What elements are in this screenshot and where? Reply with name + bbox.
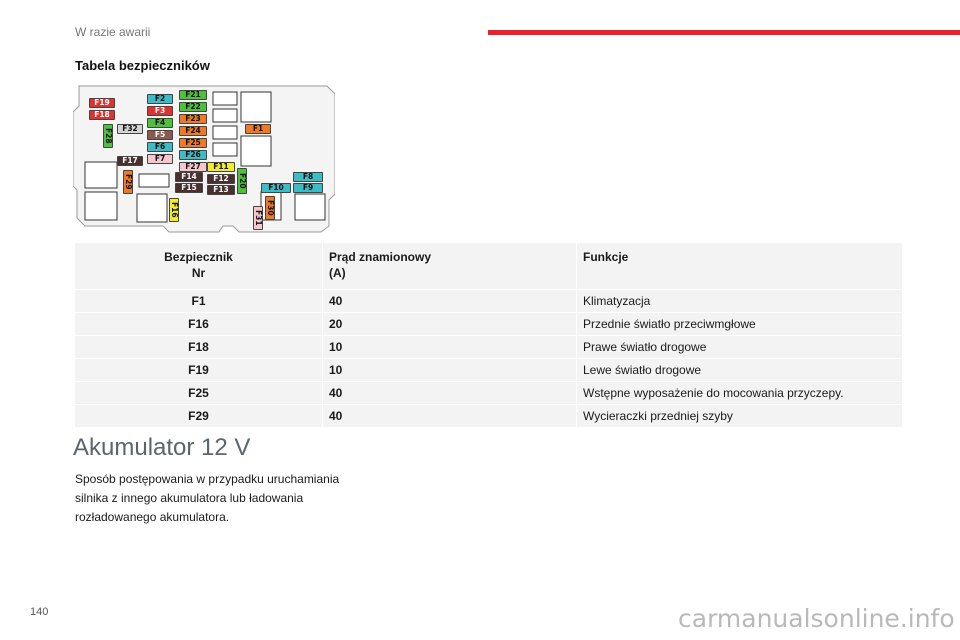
fuse-f22: F22 — [179, 102, 207, 112]
fuse-f25: F25 — [179, 138, 207, 148]
fuse-f11: F11 — [207, 162, 235, 172]
fuse-f21: F21 — [179, 90, 207, 100]
header-fuse — [75, 243, 323, 290]
fuse-f3: F3 — [147, 106, 173, 116]
cell-function: Lewe światło drogowe — [577, 359, 903, 382]
cell-fuse: F1 — [75, 290, 323, 313]
fuse-box-diagram — [73, 82, 335, 234]
fuse-f27: F27 — [179, 162, 207, 172]
cell-current: 10 — [323, 359, 577, 382]
running-header: W razie awarii — [75, 25, 151, 39]
table-header-row — [75, 243, 903, 290]
fuse-f9: F9 — [293, 183, 323, 193]
fuse-f14: F14 — [175, 172, 203, 182]
fuse-f2: F2 — [147, 94, 173, 104]
header-accent-bar — [488, 30, 960, 35]
cell-current: 40 — [323, 405, 577, 428]
cell-function: Wstępne wyposażenie do mocowania przyczepy. — [577, 382, 903, 405]
fuse-f6: F6 — [147, 142, 173, 152]
fuse-f5: F5 — [147, 130, 173, 140]
header-current — [323, 243, 577, 290]
watermark: carmanualsonline.info — [678, 604, 955, 633]
fuse-f32: F32 — [117, 124, 143, 134]
fuse-f7: F7 — [147, 154, 173, 164]
fuse-f16: F16 — [169, 198, 179, 222]
fuse-table — [74, 242, 903, 428]
table-row — [75, 359, 903, 382]
fuse-f15: F15 — [175, 183, 203, 193]
fuse-f31: F31 — [253, 206, 263, 230]
cell-fuse: F19 — [75, 359, 323, 382]
fuse-f29: F29 — [123, 170, 133, 194]
fuse-f13: F13 — [207, 185, 235, 195]
cell-function: Wycieraczki przedniej szyby — [577, 405, 903, 428]
cell-fuse: F29 — [75, 405, 323, 428]
cell-function: Klimatyzacja — [577, 290, 903, 313]
table-row — [75, 382, 903, 405]
fuse-f26: F26 — [179, 150, 207, 160]
page-number: 140 — [30, 606, 49, 618]
battery-section-text: Sposób postępowania w przypadku uruchamiania silnika z innego akumulatora lub ładowania rozładowanego akumulatora. — [75, 472, 340, 524]
table-row — [75, 290, 903, 313]
cell-fuse: F16 — [75, 313, 323, 336]
fuse-f18: F18 — [89, 110, 115, 120]
section-title: Tabela bezpieczników — [75, 58, 210, 73]
cell-current: 40 — [323, 382, 577, 405]
cell-function: Prawe światło drogowe — [577, 336, 903, 359]
fuse-f19: F19 — [89, 98, 115, 108]
fuse-f23: F23 — [179, 114, 207, 124]
table-row — [75, 405, 903, 428]
fuse-f8: F8 — [293, 172, 323, 182]
fuse-f10: F10 — [261, 183, 291, 193]
fuse-f17: F17 — [117, 156, 143, 166]
fuse-f30: F30 — [265, 196, 275, 220]
battery-section-title: Akumulator 12 V — [73, 434, 251, 461]
cell-function: Przednie światło przeciwmgłowe — [577, 313, 903, 336]
cell-current: 40 — [323, 290, 577, 313]
fuse-f24: F24 — [179, 126, 207, 136]
fuse-f12: F12 — [207, 174, 235, 184]
header-current-line1: Prąd znamionowy — [329, 250, 432, 264]
fuse-f28: F28 — [103, 124, 113, 148]
cell-current: 10 — [323, 336, 577, 359]
cell-fuse: F25 — [75, 382, 323, 405]
cell-current: 20 — [323, 313, 577, 336]
header-fuse-line2: Nr — [191, 266, 206, 281]
fuse-f4: F4 — [147, 118, 173, 128]
fuse-f20: F20 — [237, 168, 247, 194]
cell-fuse: F18 — [75, 336, 323, 359]
header-function: Funkcje — [577, 243, 903, 290]
table-row — [75, 336, 903, 359]
fuse-f1: F1 — [245, 124, 271, 134]
header-fuse-line1: Bezpiecznik — [164, 250, 233, 264]
table-row — [75, 313, 903, 336]
header-current-line2: (A) — [329, 266, 346, 281]
